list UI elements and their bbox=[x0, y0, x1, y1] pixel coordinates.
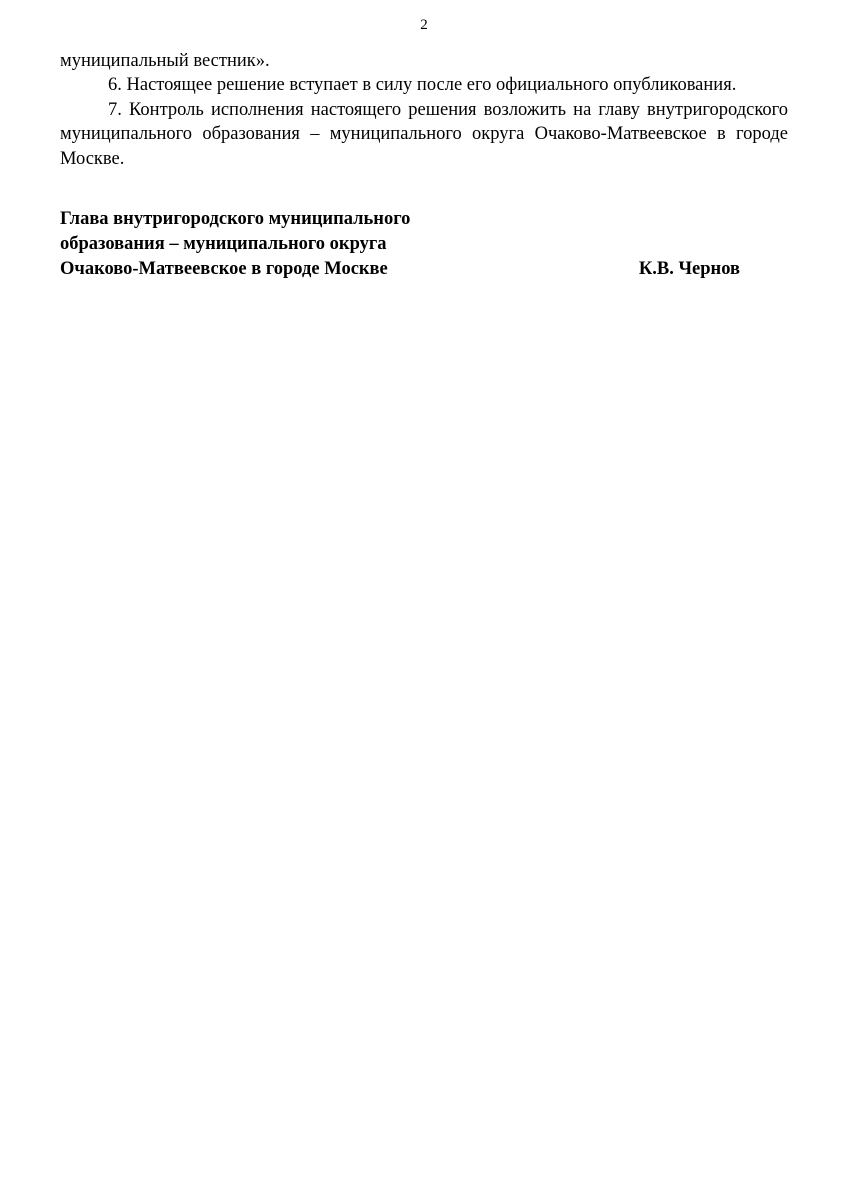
signature-block bbox=[60, 207, 788, 281]
signature-title-line-3: Очаково-Матвеевское в городе Москве bbox=[60, 258, 388, 279]
paragraph-clause-7: 7. Контроль исполнения настоящего решения возложить на главу внутригородского муниципального образования – муниципального округа Очаково-Матвеевское в городе Москве. bbox=[60, 99, 788, 169]
signatory-name: К.В. Чернов bbox=[638, 258, 740, 279]
page-number: 2 bbox=[420, 17, 428, 33]
paragraph-clause-6: 6. Настоящее решение вступает в силу после его официального опубликования. bbox=[108, 75, 737, 96]
signature-title-line-1: Глава внутригородского муниципального bbox=[60, 209, 411, 230]
paragraph-continuation: муниципальный вестник». bbox=[60, 51, 270, 71]
signature-title-line-2: образования – муниципального округа bbox=[60, 233, 387, 254]
document-body bbox=[60, 49, 788, 171]
signature-name-row bbox=[60, 257, 788, 282]
